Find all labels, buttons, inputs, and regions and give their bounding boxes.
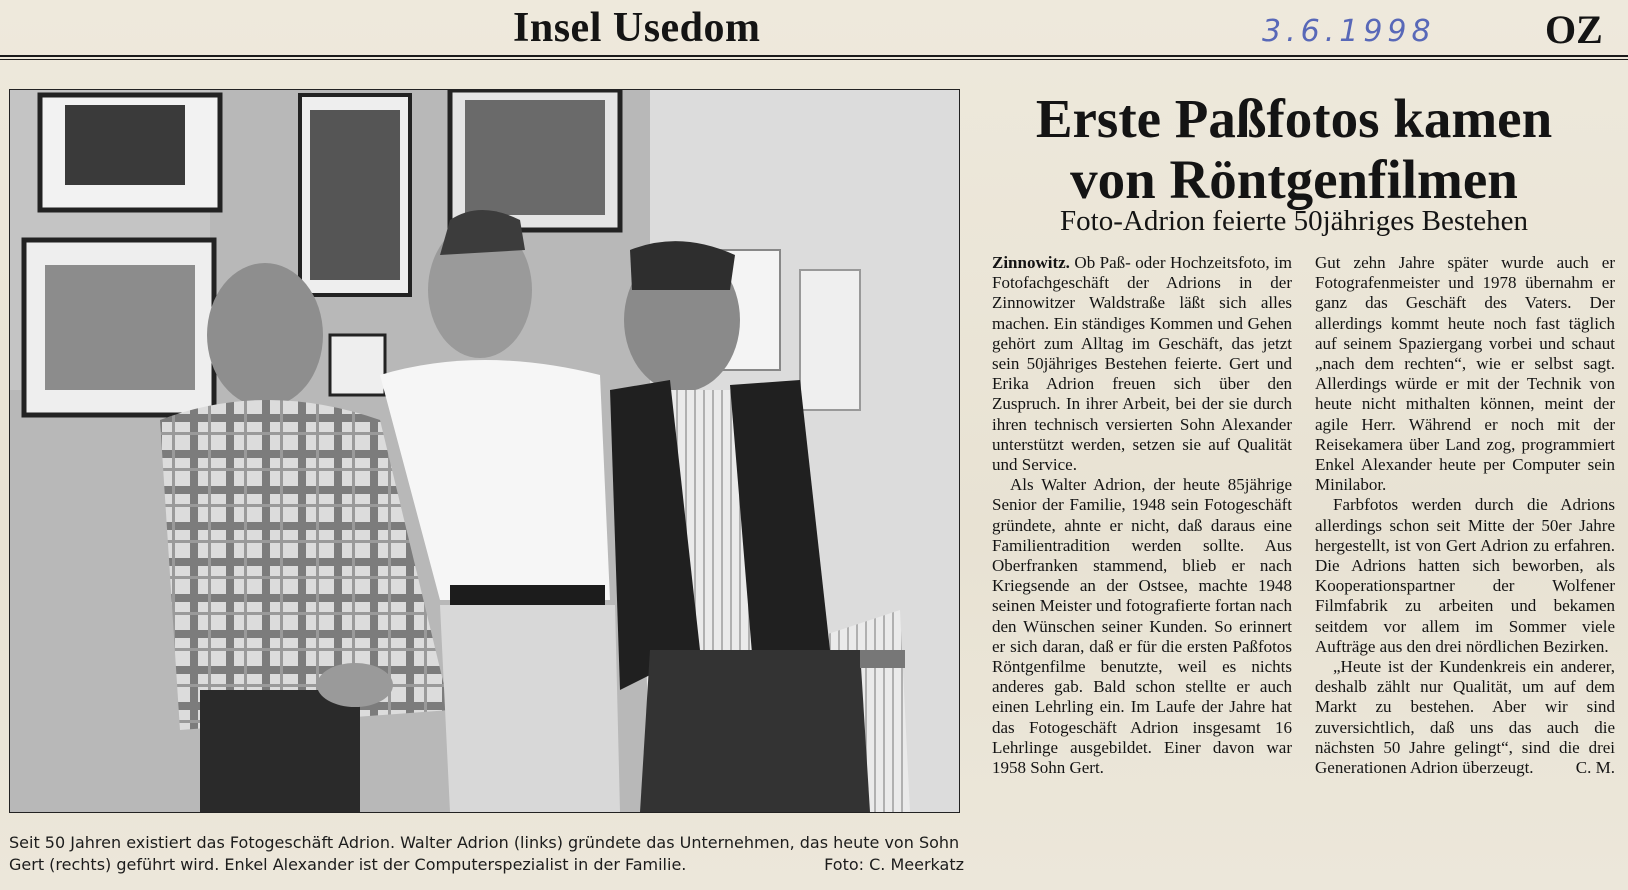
- article-column-2: [1315, 253, 1615, 778]
- masthead-rule-thin: [0, 59, 1628, 60]
- subheadline: Foto-Adrion feierte 50jähriges Bestehen: [1060, 205, 1528, 237]
- photo-credit: Foto: C. Meerkatz: [824, 855, 964, 874]
- photo-caption: [9, 832, 964, 876]
- article-column-1: [992, 253, 1292, 778]
- headline-line-1: Erste Paßfotos kamen: [1035, 88, 1553, 149]
- handwritten-date: 3.6.1998: [1262, 14, 1436, 49]
- masthead-rule: [0, 55, 1628, 57]
- headline-line-2: von Röntgenfilmen: [1070, 149, 1518, 210]
- article-photo: [9, 89, 960, 813]
- dateline: Zinnowitz.: [992, 253, 1070, 272]
- paragraph: Als Walter Adrion, der heute 85jährige Senior der Familie, 1948 sein Fotogeschäft gründete, ahnte er nicht, daß daraus eine Familientradition werden sollte. Aus Oberfranken stammend, blieb er nach Kriegsende an der Ostsee, machte 1948 seinen Meister und fotografierte fortan nach den Wünschen seiner Kunden. So erinnert er sich daran, daß er für die ersten Paßfotos Röntgenfilme benutzte, weil es nichts anderes gab. Bald schon stellte er auch einen Lehrling ein. Im Laufe der Jahre hat das Fotogeschäft Adrion insgesamt 16 Lehrlinge ausgebildet. Einer davon war 1958 Sohn Gert.: [992, 475, 1292, 778]
- paragraph-text: „Heute ist der Kundenkreis ein anderer, deshalb zählt nur Qualität, um auf dem Markt zu bestehen. Aber wir sind zuversichtlich, daß uns das auch die nächsten 50 Jahre gelingt“, sind die drei Generationen Adrion überzeugt.: [1315, 657, 1615, 778]
- paragraph-text: Ob Paß- oder Hochzeitsfoto, im Fotofachgeschäft der Adrions in der Zinnowitzer Waldstraße läßt sich alles machen. Ein ständiges Kommen und Gehen gehört zum Alltag im Geschäft, das jetzt sein 50jähriges Bestehen feierte. Gert und Erika Adrion freuen sich über den Zuspruch. In ihrer Arbeit, bei der sie durch ihren technisch versierten Sohn Alexander unterstützt werden, setzen sie auf Qualität und Service.: [992, 253, 1293, 475]
- caption-text: Seit 50 Jahren existiert das Fotogeschäft Adrion. Walter Adrion (links) gründete das Unternehmen, das heute von Sohn Gert (rechts) geführt wird. Enkel Alexander ist der Computerspezialist in der Familie.: [9, 833, 960, 874]
- paragraph: Gut zehn Jahre später wurde auch er Fotografenmeister und 1978 übernahm er ganz das Geschäft des Vaters. Der allerdings kommt heute noch fast täglich auf seinem Spaziergang vorbei und schaut „nach dem rechten“, wie er selbst sagt. Allerdings würde er mit der Technik von heute nicht mithalten können, meint der agile Herr. Während er noch mit der Reisekamera über Land zog, programmiert Enkel Alexander heute per Computer sein Minilabor.: [1315, 253, 1615, 495]
- paragraph: [1315, 657, 1615, 778]
- paragraph: [992, 253, 1292, 475]
- headline: [968, 88, 1620, 210]
- author-signature: C. M.: [1575, 758, 1615, 778]
- newspaper-code: OZ: [1545, 7, 1603, 52]
- paragraph: Farbfotos werden durch die Adrions allerdings schon seit Mitte der 50er Jahre hergestellt, ist von Gert Adrion zu erfahren. Die Adrions hatten sich beworben, als Kooperationspartner der Wolfener Filmfabrik zu arbeiten und bekamen seitdem vor allem im Sommer viele Aufträge aus den drei nördlichen Bezirken.: [1315, 495, 1615, 656]
- section-title: Insel Usedom: [513, 5, 761, 51]
